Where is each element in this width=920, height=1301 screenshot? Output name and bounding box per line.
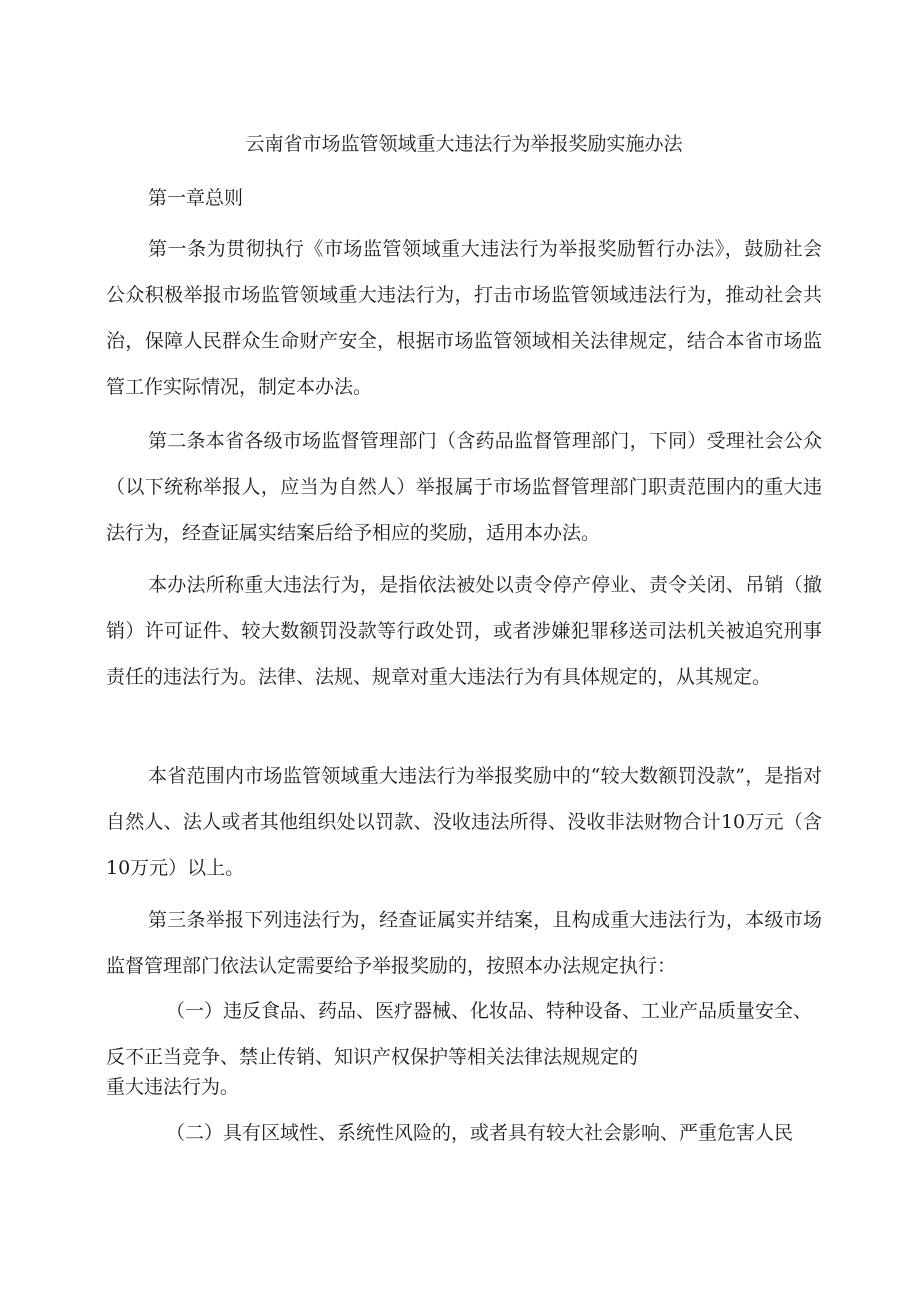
article-1: 第一条为贯彻执行《市场监管领域重大违法行为举报奖励暂行办法》，鼓励社会公众积极举报市场监管领域重大违法行为，打击市场监管领域违法行为，推动社会共治，保障人民群众生命财产安全，根据市场监管领域相关法律规定，结合本省市场监管工作实际情况，制定本办法。 <box>106 238 822 398</box>
item-1-line-1: （一）违反食品、药品、医疗器械、化妆品、特种设备、工业产品质量安全、 <box>166 1000 813 1022</box>
article-2-paragraph-3: 本省范围内市场监管领域重大违法行为举报奖励中的“较大数额罚没款”，是指对自然人、法人或者其他组织处以罚款、没收违法所得、没收非法财物合计10万元（含10万元）以上。 <box>106 765 822 879</box>
article-2: 第二条本省各级市场监督管理部门（含药品监督管理部门，下同）受理社会公众（以下统称举报人，应当为自然人）举报属于市场监督管理部门职责范围内的重大违法行为，经查证属实结案后给予相应的奖励，适用本办法。 <box>106 430 822 544</box>
item-1-line-3: 重大违法行为。 <box>106 1076 240 1098</box>
item-2-line-1: （二）具有区域性、系统性风险的，或者具有较大社会影响、严重危害人民 <box>166 1122 794 1144</box>
item-1-line-2: 反不正当竞争、禁止传销、知识产权保护等相关法律法规规定的 <box>106 1046 639 1068</box>
article-3: 第三条举报下列违法行为，经查证属实并结案，且构成重大违法行为，本级市场监督管理部门依法认定需要给予举报奖励的，按照本办法规定执行： <box>106 909 822 977</box>
chapter-heading: 第一章总则 <box>148 187 244 209</box>
article-2-paragraph-2: 本办法所称重大违法行为，是指依法被处以责令停产停业、责令关闭、吊销（撤销）许可证件、较大数额罚没款等行政处罚，或者涉嫌犯罪移送司法机关被追究刑事责任的违法行为。法律、法规、规章对重大违法行为有具体规定的，从其规定。 <box>106 574 822 688</box>
document-title: 云南省市场监管领域重大违法行为举报奖励实施办法 <box>245 133 683 155</box>
